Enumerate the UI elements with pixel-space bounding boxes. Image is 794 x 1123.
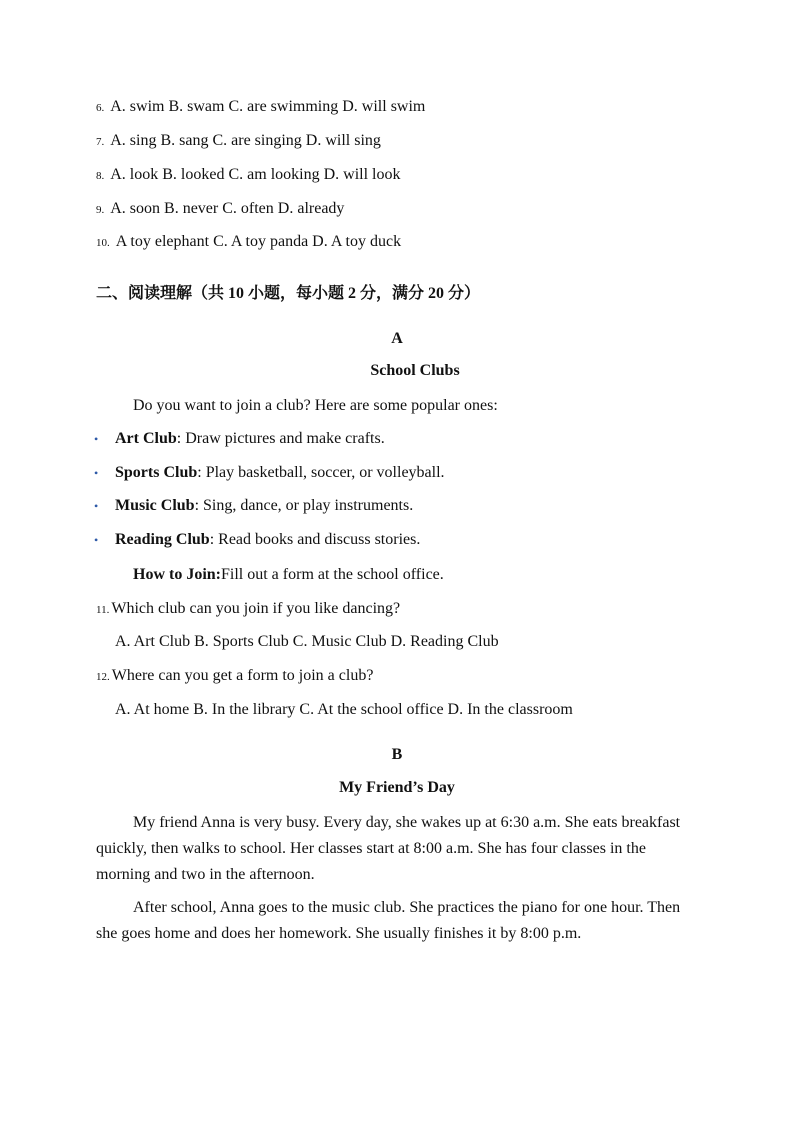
how-text: Fill out a form at the school office. [221, 566, 444, 583]
passage-title-b: My Friend’s Day [339, 779, 455, 796]
question-number: 9. [96, 204, 105, 216]
club-name: Sports Club [115, 464, 198, 481]
question-number: 7. [96, 136, 105, 148]
option-text: A. swim B. swam C. are swimming D. will swim [110, 98, 426, 115]
question-number: 12. [96, 671, 110, 683]
question-text: Where can you get a form to join a club? [111, 667, 374, 684]
bullet-icon: • [94, 466, 99, 480]
question-11 [96, 599, 400, 620]
passage-paragraph-2: After school, Anna goes to the music club. She practices the piano for one hour. Then she goes home and does her homework. She usually finishes it by 8:00 p.m. [96, 899, 681, 942]
option-text: A. soon B. never C. often D. already [110, 200, 345, 217]
list-item [94, 430, 385, 448]
option-line-8 [96, 165, 400, 186]
option-text: A. look B. looked C. am looking D. will look [110, 166, 401, 183]
passage-letter-a: A [391, 330, 403, 347]
bullet-icon: • [94, 533, 99, 547]
question-number: 11. [96, 604, 110, 616]
question-number: 10. [96, 237, 110, 249]
list-item [94, 464, 445, 482]
question-text: Which club can you join if you like dancing? [111, 600, 401, 617]
option-line-10 [96, 232, 401, 253]
option-line-7 [96, 131, 381, 152]
option-line-6 [96, 97, 425, 118]
club-desc: : Draw pictures and make crafts. [176, 430, 385, 447]
club-name: Reading Club [115, 531, 210, 548]
option-text: A toy elephant C. A toy panda D. A toy duck [115, 233, 402, 250]
passage-intro: Do you want to join a club? Here are some popular ones: [133, 397, 498, 414]
club-desc: : Sing, dance, or play instruments. [194, 497, 414, 514]
question-11-options: A. Art Club B. Sports Club C. Music Club D. Reading Club [115, 633, 499, 650]
question-12-options: A. At home B. In the library C. At the school office D. In the classroom [115, 701, 573, 718]
how-to-join [133, 565, 444, 585]
passage-title-a: School Clubs [370, 362, 460, 379]
question-number: 6. [96, 102, 105, 114]
option-text: A. sing B. sang C. are singing D. will sing [110, 132, 381, 149]
passage-letter-b: B [391, 746, 403, 763]
option-line-9 [96, 199, 344, 220]
bullet-icon: • [94, 499, 99, 513]
section-heading: 二、阅读理解（共 10 小题，每小题 2 分，满分 20 分） [96, 285, 481, 302]
club-desc: : Read books and discuss stories. [209, 531, 421, 548]
passage-paragraph-1: My friend Anna is very busy. Every day, she wakes up at 6:30 a.m. She eats breakfast quickly, then walks to school. Her classes start at 8:00 a.m. She has four classes in the morning and two in the afternoon. [96, 814, 681, 883]
list-item [94, 497, 413, 515]
question-number: 8. [96, 170, 105, 182]
club-desc: : Play basketball, soccer, or volleyball. [197, 464, 445, 481]
club-name: Music Club [115, 497, 195, 514]
list-item [94, 531, 420, 549]
club-name: Art Club [115, 430, 177, 447]
question-12 [96, 666, 373, 687]
bullet-icon: • [94, 432, 99, 446]
how-label: How to Join: [133, 566, 221, 583]
